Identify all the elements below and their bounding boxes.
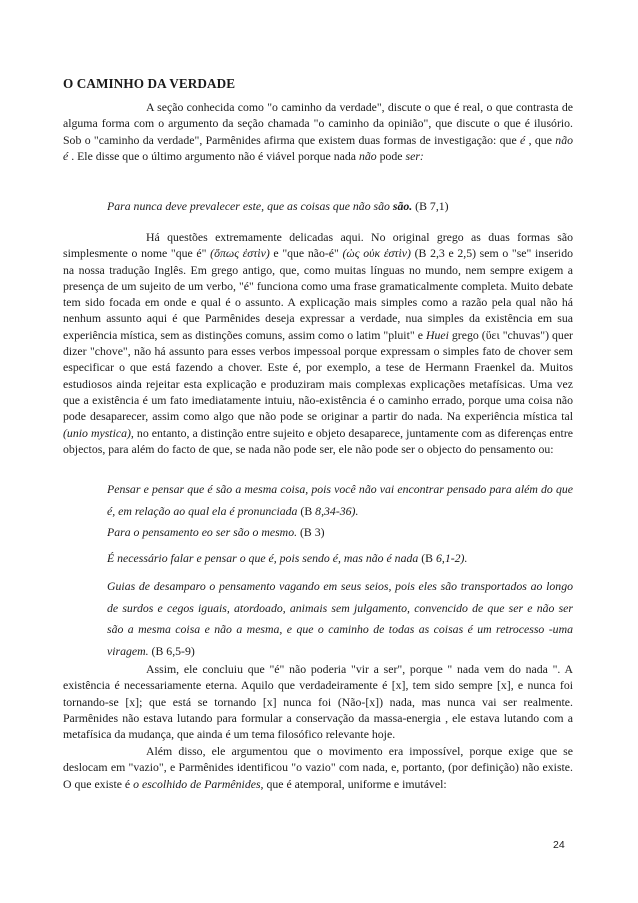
page-number: 24 (553, 839, 565, 851)
quote-b6-5: Guias de desamparo o pensamento vagando em seus seios, pois eles são transportados ao longo de surdos e cegos iguais, atordoado, animais sem julgamento, convencido de que ser e não ser são a mesma coisa e não a mesma, e que o caminho de todas as coisas é um retrocesso -uma viragem. (B 6,5-9) (107, 579, 573, 658)
paragraph-greek-forms: Há questões extremamente delicadas aqui. No original grego as duas formas são simplesmente o nome "que é" (ὅπως ἐστὶν) e "que não-é" (ὡς οὐκ ἐστὶν) (B 2,3 e 2,5) sem o "se" inserido na nossa tradução Inglês. Em grego antigo, que, como muitas línguas no mundo, nem sempre exigem a presença de um sujeito de um verbo, "é" funciona como uma frase gramaticalmente completa. Muito debate tem sido focada em onde e qual é o assunto. A explicação mais simples como a razão pela qual não há nenhum assunto aqui é que Parmênides deseja expressar a verdade, nua simples da existência em sua experiência mística, sem as distinções comuns, assim como o latim "pluit" e Huei grego (ὕει "chuvas") quer dizer "chove", não há assunto para esses verbos impessoal porque expressam o simples fato de chover sem especificar o que está fazendo a chover. Este é, por exemplo, a tese de Hermann Fraenkel da. Muitos estudiosos ainda rejeitar esta explicação e produziram mais complexas explicações metafísicas. Uma vez que a existência é um fato imediatamente intuiu, não-existência é o caminho errado, porque uma coisa não pode desaparecer, assim como algo que não pode se originar a partir do nada. Na experiência mística tal (unio mystica), no entanto, a distinção entre sujeito e objeto desaparece, juntamente com as diferenças entre objectos, para além do facto de que, se nada não pode ser, ele não pode ser o objecto do pensamento ou: (63, 230, 573, 456)
paragraph-intro: A seção conhecida como "o caminho da verdade", discute o que é real, o que contrasta de alguma forma com o argumento da seção chamada "o caminho da opinião", que discute o que é ilusório. Sob o "caminho da verdade", Parmênides afirma que existem duas formas de investigação: que é , que não é . Ele disse que o último argumento não é viável porque nada não pode ser: (63, 100, 573, 163)
quote-b6-1: É necessário falar e pensar o que é, pois sendo é, mas não é nada (B 6,1-2). (107, 551, 468, 565)
quote-b7: Para nunca deve prevalecer este, que as coisas que não são são. (B 7,1) (107, 199, 449, 213)
quote-b3: Para o pensamento eo ser são o mesmo. (B 3) (107, 525, 325, 539)
paragraph-motion: Além disso, ele argumentou que o movimento era impossível, porque exige que se deslocam em "vazio", e Parmênides identificou "o vazio" com nada, e, portanto, (por definição) não existe. O que existe é o escolhido de Parmênides, que é atemporal, uniforme e imutável: (63, 744, 573, 791)
paragraph-conclusion: Assim, ele concluiu que "é" não poderia "vir a ser", porque " nada vem do nada ". A existência é necessariamente eterna. Aquilo que verdadeiramente é [x], tem sido sempre [x], e nunca foi tornando-se [x]; que está se tornando [x] nunca foi (Não-[x]) nada, mas nunca vai ser realmente. Parmênides não estava lutando para formular a conservação da massa-energia , ele estava lutando com a metafísica da mudança, que ainda é um tema filosófico relevante hoje. (63, 662, 573, 742)
section-title: O CAMINHO DA VERDADE (63, 76, 236, 91)
quote-b8: Pensar e pensar que é são a mesma coisa, pois você não vai encontrar pensado para além do que é, em relação ao qual ela é pronunciada (B 8,34-36). (107, 482, 573, 518)
